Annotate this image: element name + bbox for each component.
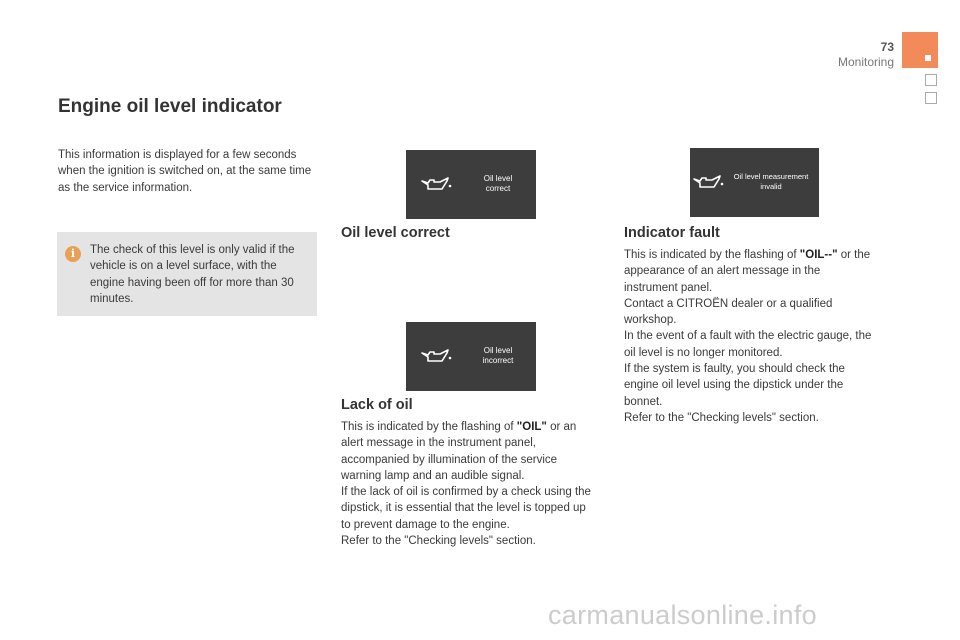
heading-lack-of-oil: Lack of oil [341,397,413,413]
square-outline-icon [925,92,937,104]
display-oil-level-incorrect [406,322,536,391]
square-outline-icon [925,74,937,86]
display-label: Oil level incorrect [482,346,514,365]
square-icon [925,55,931,61]
lack-of-oil-text: This is indicated by the flashing of "OIL" or an alert message in the instrument panel, accompanied by illumination of the service warning lamp and an audible signal. If the lack of oil is confirmed by a check using the dipstick, it is essential that the level is topped up to prevent damage to the engine. Refer to the "Checking levels" section. [341,421,591,548]
heading-indicator-fault: Indicator fault [624,225,720,241]
intro-text: This information is displayed for a few seconds when the ignition is switched on, at the same time as the service information. [58,149,312,194]
info-icon: i [65,246,81,262]
note-text: The check of this level is only valid if the vehicle is on a level surface, with the engine having been off for more than 30 minutes. [90,244,295,305]
oil-can-icon [420,346,456,366]
oil-can-icon [692,172,728,192]
heading-oil-level-correct: Oil level correct [341,225,450,241]
oil-can-icon [420,174,456,194]
section-name: Monitoring [837,55,894,69]
page-number: 73 [880,40,894,54]
indicator-fault-text: This is indicated by the flashing of "OIL--" or the appearance of an alert message in the instrument panel. Contact a CITROËN dealer or a qualified workshop. In the event of a fault with the electric gauge, the oil level is no longer monitored. If the system is faulty, you should check the engine oil level using the dipstick under the bonnet. Refer to the "Checking levels" section. [624,249,872,424]
page-title: Engine oil level indicator [58,96,282,117]
watermark: carmanualsonline.info [548,600,817,630]
display-oil-level-correct [406,150,536,219]
display-label: Oil level correct [483,174,513,193]
info-note [57,232,317,316]
display-oil-level-invalid [690,148,819,217]
chapter-tab [902,32,938,68]
display-label: Oil level measurement invalid [733,172,809,191]
